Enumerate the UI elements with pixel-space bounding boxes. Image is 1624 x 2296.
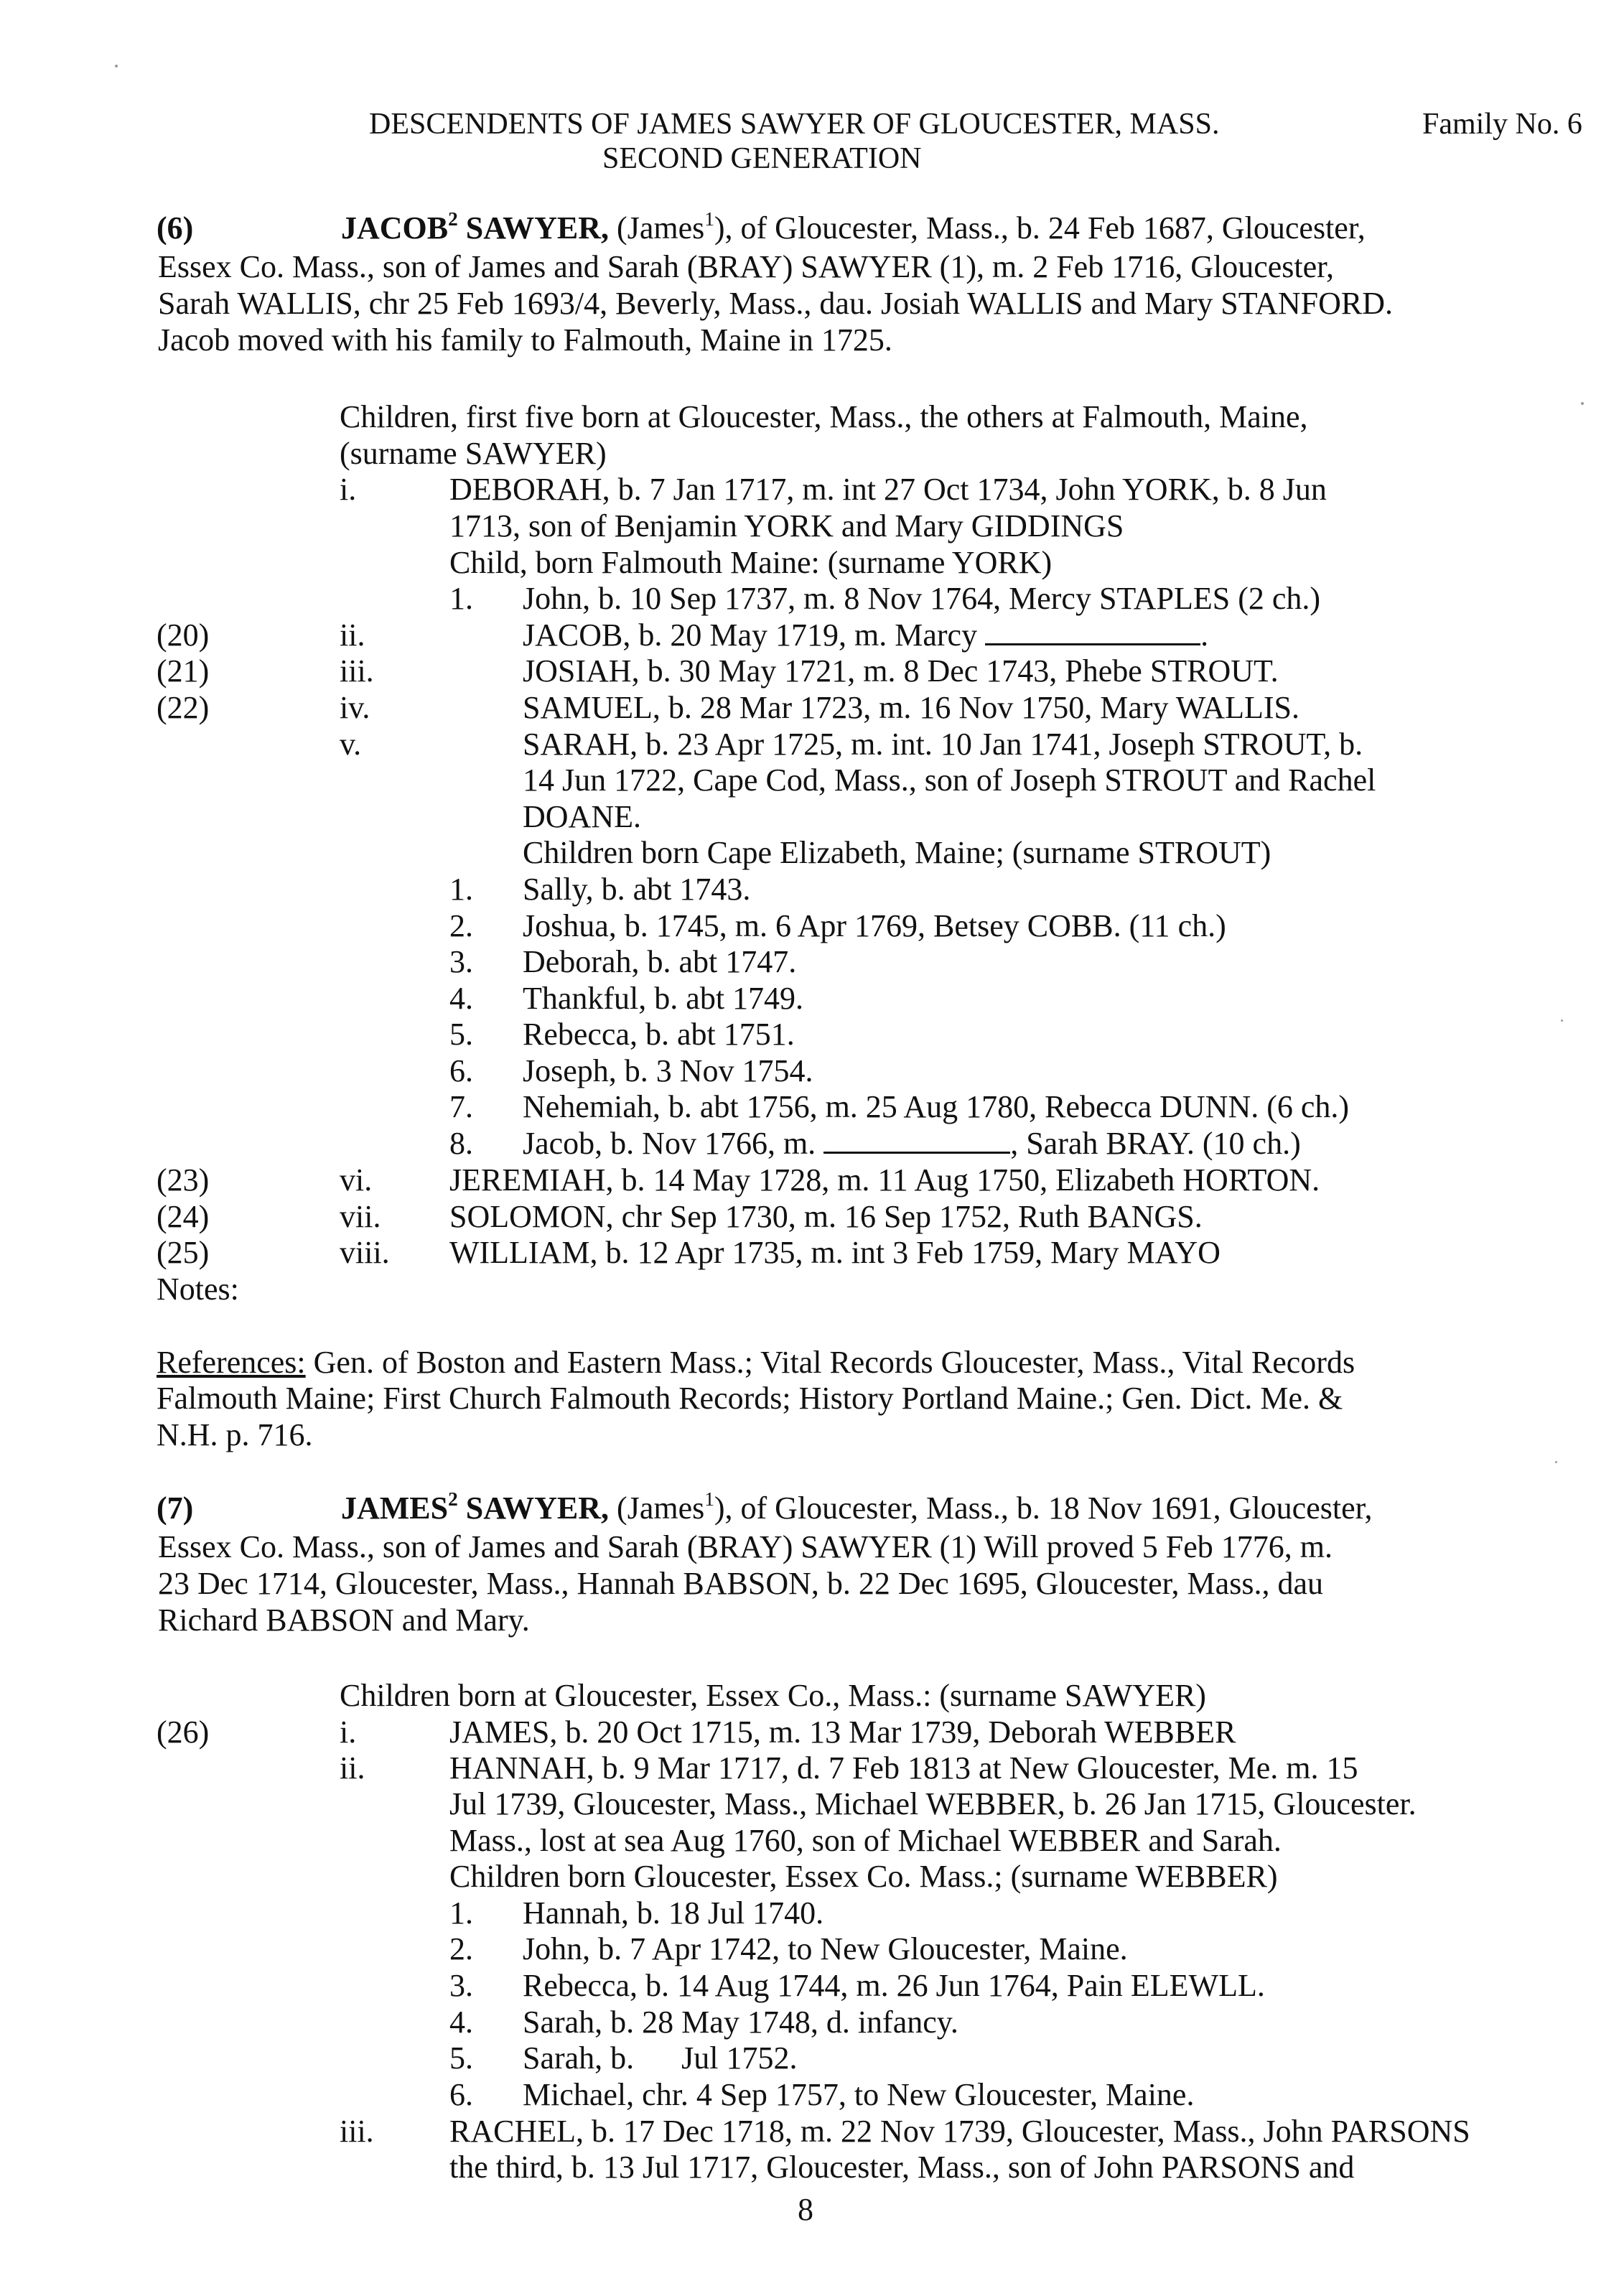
scan-speck — [1555, 1461, 1557, 1463]
grandchild-webber: Michael, chr. 4 Sep 1757, to New Gloucester, Maine. — [523, 2077, 1195, 2112]
child-reference: (20) — [157, 617, 210, 653]
entry-7-generation: 2 — [448, 1488, 458, 1510]
scan-speck — [1581, 402, 1584, 405]
entry-6-parent: (James — [617, 210, 705, 246]
child-solomon: SOLOMON, chr Sep 1730, m. 16 Sep 1752, Ruth BANGS. — [449, 1199, 1203, 1234]
entry-6-line3: Sarah WALLIS, chr 25 Feb 1693/4, Beverly, Mass., dau. Josiah WALLIS and Mary STANFORD. — [158, 286, 1394, 321]
child-roman: v. — [340, 727, 362, 762]
child-deborah-line2: 1713, son of Benjamin YORK and Mary GIDDINGS — [449, 508, 1124, 543]
child-roman: vi. — [340, 1162, 373, 1198]
page-number: 8 — [798, 2192, 813, 2227]
child-reference: (23) — [157, 1162, 210, 1198]
references-line3: N.H. p. 716. — [157, 1417, 313, 1452]
entry-7-line4: Richard BABSON and Mary. — [158, 1602, 530, 1638]
grandchild-jacob-strout — [523, 1128, 1301, 1159]
child-roman: viii. — [340, 1235, 390, 1270]
child-rachel-line1: RACHEL, b. 17 Dec 1718, m. 22 Nov 1739, Gloucester, Mass., John PARSONS — [449, 2114, 1470, 2149]
notes-label: Notes: — [157, 1271, 239, 1307]
child-roman: iv. — [340, 690, 370, 725]
grandchild-number: 2. — [449, 1931, 473, 1966]
grandchild-number: 1. — [449, 872, 473, 907]
child-reference: (22) — [157, 690, 210, 725]
child-roman: iii. — [340, 653, 374, 689]
entry-7-number: (7) — [157, 1490, 194, 1526]
entry-7-surname: SAWYER, — [465, 1490, 610, 1526]
entry-7-parent: (James — [617, 1490, 705, 1526]
scan-speck — [115, 65, 118, 67]
grandchild-jacob-b: , Sarah BRAY. (10 ch.) — [1010, 1126, 1301, 1161]
child-hannah-line2: Jul 1739, Gloucester, Mass., Michael WEBBER, b. 26 Jan 1715, Gloucester. — [449, 1786, 1417, 1821]
child-roman: ii. — [340, 617, 365, 653]
blank-line — [823, 1130, 1010, 1154]
grandchild-number: 5. — [449, 2040, 473, 2076]
child-jacob-end: . — [1200, 617, 1209, 653]
grandchild-number: 2. — [449, 908, 473, 943]
grandchild-number: 3. — [449, 1968, 473, 2003]
child-reference: (24) — [157, 1199, 210, 1234]
scan-speck — [1561, 1019, 1563, 1022]
child-roman: i. — [340, 1714, 357, 1750]
grandchild-number: 1. — [449, 1895, 473, 1931]
references-label: References: — [157, 1345, 306, 1380]
child-jeremiah: JEREMIAH, b. 14 May 1728, m. 11 Aug 1750, Elizabeth HORTON. — [449, 1162, 1320, 1198]
grandchild-number: 5. — [449, 1017, 473, 1052]
child-jacob-text: JACOB, b. 20 May 1719, m. Marcy — [523, 617, 978, 653]
grandchild-number: 4. — [449, 2005, 473, 2040]
child-roman: vii. — [340, 1199, 381, 1234]
header-generation: SECOND GENERATION — [602, 142, 922, 175]
entry-6-generation: 2 — [448, 207, 458, 230]
entry-6-parent-generation: 1 — [704, 207, 714, 230]
header-title: DESCENDENTS OF JAMES SAWYER OF GLOUCESTER, MASS. — [369, 108, 1220, 141]
entry-6-children-intro-1: Children, first five born at Gloucester, Mass., the others at Falmouth, Maine, — [340, 399, 1308, 434]
grandchild-webber: Hannah, b. 18 Jul 1740. — [523, 1895, 824, 1931]
grandchild-strout: Joseph, b. 3 Nov 1754. — [523, 1053, 813, 1088]
grandchild-webber: Rebecca, b. 14 Aug 1744, m. 26 Jun 1764, Pain ELEWLL. — [523, 1968, 1265, 2003]
grandchild-webber: Sarah, b. 28 May 1748, d. infancy. — [523, 2005, 958, 2040]
entry-6-line4: Jacob moved with his family to Falmouth, Maine in 1725. — [158, 322, 892, 358]
grandchild-number: 4. — [449, 981, 473, 1016]
entry-7-children-intro: Children born at Gloucester, Essex Co., Mass.: (surname SAWYER) — [340, 1678, 1206, 1713]
grandchild-number: 6. — [449, 2077, 473, 2112]
grandchild-number: 7. — [449, 1089, 473, 1124]
grandchild-number: 6. — [449, 1053, 473, 1088]
entry-7-heading — [341, 1488, 1373, 1526]
child-reference: (21) — [157, 653, 210, 689]
entry-7-parent-generation: 1 — [704, 1488, 714, 1510]
child-samuel: SAMUEL, b. 28 Mar 1723, m. 16 Nov 1750, Mary WALLIS. — [523, 690, 1300, 725]
child-reference: (26) — [157, 1714, 210, 1750]
references-text: Gen. of Boston and Eastern Mass.; Vital Records Gloucester, Mass., Vital Records — [305, 1345, 1355, 1380]
entry-7-line1-rest: ), of Gloucester, Mass., b. 18 Nov 1691, Gloucester, — [714, 1490, 1373, 1526]
child-reference: (25) — [157, 1235, 210, 1270]
child-sarah-line2: 14 Jun 1722, Cape Cod, Mass., son of Joseph STROUT and Rachel — [523, 762, 1376, 798]
header-family-number: Family No. 6 — [1422, 108, 1582, 141]
child-roman: iii. — [340, 2114, 374, 2149]
child-james: JAMES, b. 20 Oct 1715, m. 13 Mar 1739, Deborah WEBBER — [449, 1714, 1236, 1750]
entry-6-heading — [341, 207, 1366, 246]
references-line1 — [157, 1347, 1355, 1378]
child-roman: ii. — [340, 1750, 365, 1786]
grandchild-strout: Sally, b. abt 1743. — [523, 872, 751, 907]
entry-6-line1-rest: ), of Gloucester, Mass., b. 24 Feb 1687, Gloucester, — [714, 210, 1366, 246]
grandchild-strout: Joshua, b. 1745, m. 6 Apr 1769, Betsey COBB. (11 ch.) — [523, 908, 1226, 943]
child-hannah-line1: HANNAH, b. 9 Mar 1717, d. 7 Feb 1813 at New Gloucester, Me. m. 15 — [449, 1750, 1358, 1786]
child-jacob — [523, 617, 1209, 653]
entry-6-number: (6) — [157, 210, 194, 246]
entry-6-children-intro-2: (surname SAWYER) — [340, 436, 607, 471]
grandchild-webber: Sarah, b. Jul 1752. — [523, 2040, 798, 2076]
grandchild-strout: Rebecca, b. abt 1751. — [523, 1017, 795, 1052]
grandchild-webber: John, b. 7 Apr 1742, to New Gloucester, Maine. — [523, 1931, 1128, 1966]
blank-line — [985, 622, 1200, 645]
child-hannah-line3: Mass., lost at sea Aug 1760, son of Michael WEBBER and Sarah. — [449, 1823, 1282, 1858]
child-sarah-line3: DOANE. — [523, 799, 641, 834]
child-sarah-line4: Children born Cape Elizabeth, Maine; (surname STROUT) — [523, 835, 1271, 870]
child-william: WILLIAM, b. 12 Apr 1735, m. int 3 Feb 1759, Mary MAYO — [449, 1235, 1221, 1270]
grandchild-strout: Deborah, b. abt 1747. — [523, 944, 797, 979]
grandchild-number: 8. — [449, 1126, 473, 1161]
grandchild-number: 3. — [449, 944, 473, 979]
entry-7-name: JAMES — [341, 1490, 449, 1526]
references-line2: Falmouth Maine; First Church Falmouth Records; History Portland Maine.; Gen. Dict. Me. & — [157, 1381, 1343, 1416]
child-deborah-line3: Child, born Falmouth Maine: (surname YORK) — [449, 545, 1053, 580]
child-sarah-line1: SARAH, b. 23 Apr 1725, m. int. 10 Jan 1741, Joseph STROUT, b. — [523, 727, 1363, 762]
entry-7-line3: 23 Dec 1714, Gloucester, Mass., Hannah BABSON, b. 22 Dec 1695, Gloucester, Mass., dau — [158, 1566, 1323, 1601]
grandchild-john-york: John, b. 10 Sep 1737, m. 8 Nov 1764, Mercy STAPLES (2 ch.) — [523, 581, 1321, 616]
grandchild-strout: Nehemiah, b. abt 1756, m. 25 Aug 1780, Rebecca DUNN. (6 ch.) — [523, 1089, 1350, 1124]
grandchild-jacob-a: Jacob, b. Nov 1766, m. — [523, 1126, 816, 1161]
child-josiah: JOSIAH, b. 30 May 1721, m. 8 Dec 1743, Phebe STROUT. — [523, 653, 1279, 689]
entry-7-line2: Essex Co. Mass., son of James and Sarah (BRAY) SAWYER (1) Will proved 5 Feb 1776, m. — [158, 1529, 1333, 1564]
child-roman: i. — [340, 472, 357, 507]
grandchild-strout: Thankful, b. abt 1749. — [523, 981, 804, 1016]
child-hannah-line4: Children born Gloucester, Essex Co. Mass.; (surname WEBBER) — [449, 1859, 1278, 1894]
child-deborah-line1: DEBORAH, b. 7 Jan 1717, m. int 27 Oct 1734, John YORK, b. 8 Jun — [449, 472, 1327, 507]
entry-6-surname: SAWYER, — [465, 210, 610, 246]
grandchild-number: 1. — [449, 581, 473, 616]
child-rachel-line2: the third, b. 13 Jul 1717, Gloucester, Mass., son of John PARSONS and — [449, 2150, 1355, 2185]
entry-6-line2: Essex Co. Mass., son of James and Sarah (BRAY) SAWYER (1), m. 2 Feb 1716, Gloucester, — [158, 249, 1335, 284]
entry-6-name: JACOB — [341, 210, 449, 246]
